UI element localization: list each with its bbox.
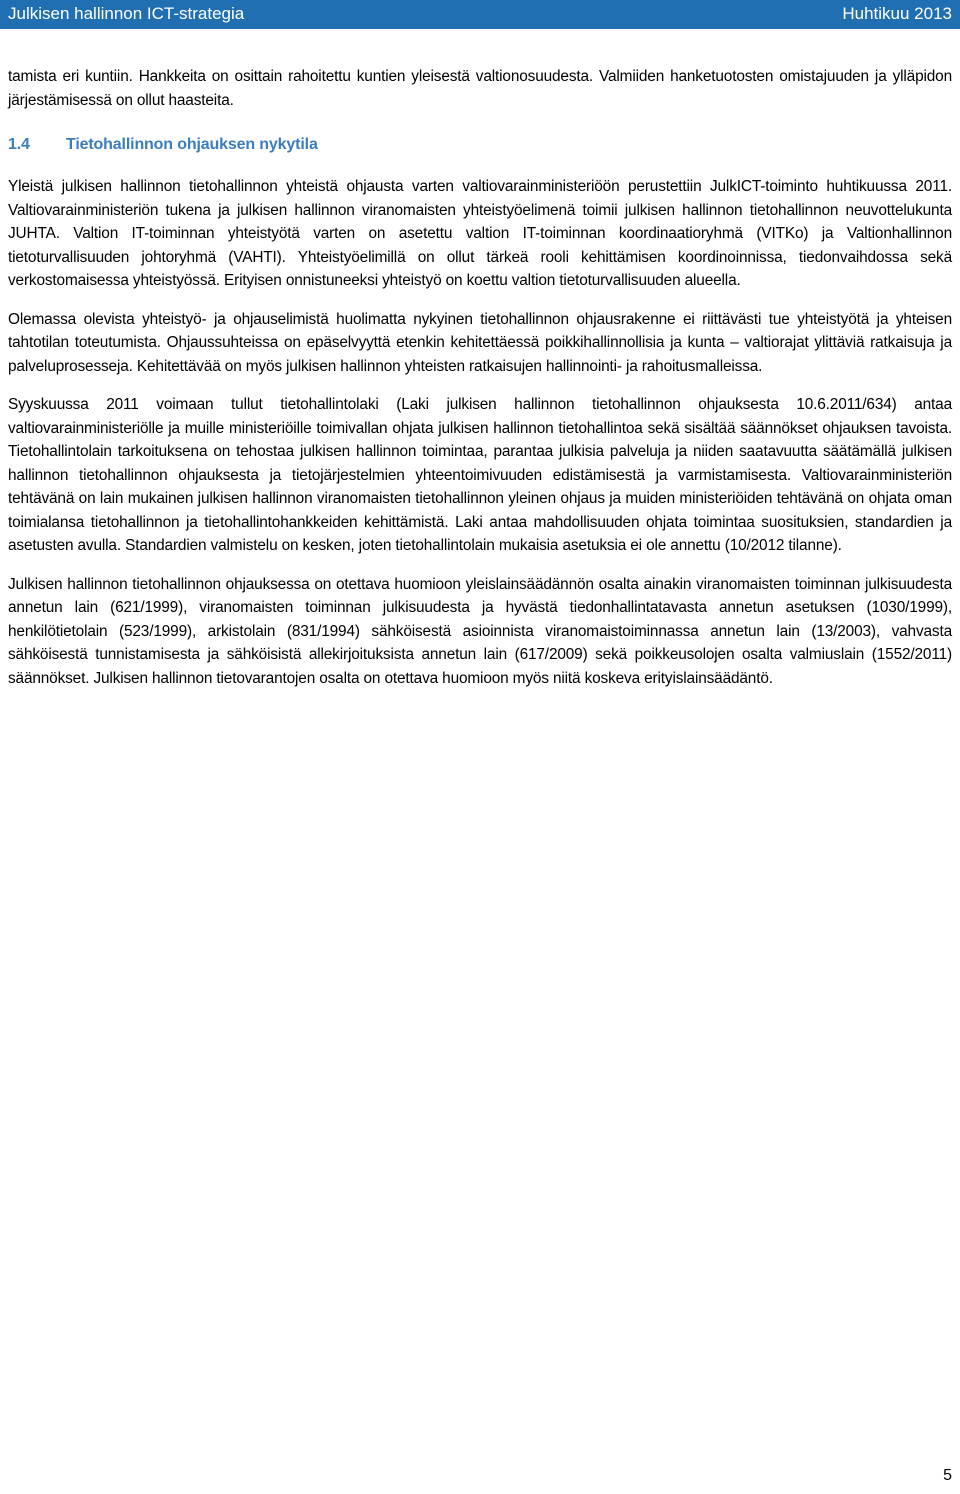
paragraph-governance-bodies: Yleistä julkisen hallinnon tietohallinnon yhteistä ohjausta varten valtiovarainministeriöön perustettiin JulkICT-toiminto huhtikuussa 2011. Valtiovarainministeriön tukena ja julkisen hallinnon viranomaisten yhteistyöelimenä toimii julkisen hallinnon tietohallinnon neuvottelukunta JUHTA. Valtion IT-toiminnan yhteistyötä varten on asetettu valtion IT-toiminnan koordinaatioryhmä (VITKo) ja Valtionhallinnon tietoturvallisuuden johtoryhmä (VAHTI). Yhteistyöelimillä on ollut tärkeä rooli kehittämisen koordinoinnissa, tiedonvaihdossa sekä verkostomaisessa yhteistyössä. Erityisen onnistuneeksi yhteistyö on koettu valtion tietoturvallisuuden alueella.	[8, 178, 952, 289]
document-date: Huhtikuu 2013	[842, 4, 952, 23]
paragraph-general-legislation: Julkisen hallinnon tietohallinnon ohjauksessa on otettava huomioon yleislainsäädännön osalta ainakin viranomaisten toiminnan julkisuudesta annetun lain (621/1999), viranomaisten toiminnan julkisuudesta ja hyvästä tiedonhallintatavasta annetun asetuksen (1030/1999), henkilötietolain (523/1999), arkistolain (831/1994) sähköisestä asioinnista viranomaistoiminnassa annetun lain (13/2003), vahvasta sähköisestä tunnistamisesta ja sähköisistä allekirjoituksista annetun lain (617/2009) sekä poikkeusolojen osalta valmiuslain (1552/2011) säännökset. Julkisen hallinnon tietovarantojen osalta on otettava huomioon myös niitä koskeva erityislainsäädäntö.	[8, 575, 952, 687]
section-heading	[8, 134, 952, 156]
page-number: 5	[943, 1467, 952, 1484]
page-header	[0, 0, 960, 29]
section-number: 1.4	[8, 136, 30, 153]
paragraph-governance-structure: Olemassa olevista yhteistyö- ja ohjauselimistä huolimatta nykyinen tietohallinnon ohjausrakenne ei riittävästi tue yhteistyötä ja yhteisen tahtotilan toteutumista. Ohjaussuhteissa on epäselvyyttä etenkin kehitettäessä poikkihallinnollisia ja kunta – valtiorajat ylittäviä ratkaisuja ja palveluprosesseja. Kehitettävää on myös julkisen hallinnon yhteisten ratkaisujen hallinnointi- ja rahoitusmalleissa.	[8, 310, 952, 375]
paragraph-it-administration-act: Syyskuussa 2011 voimaan tullut tietohallintolaki (Laki julkisen hallinnon tietohallinnon ohjauksesta 10.6.2011/634) antaa valtiovarainministeriölle ja muille ministeriöille toimivallan ohjata julkisen hallinnon tietohallintoa sekä sisältää säännökset ohjauksen tavoista. Tietohallintolain tarkoituksena on tehostaa julkisen hallinnon toimintaa, parantaa julkisia palveluja ja niiden saatavuutta säätämällä julkisen hallinnon tietohallinnon ohjauksesta ja tietojärjestelmien yhteentoimivuuden edistämisestä ja varmistamisesta. Valtiovarainministeriön tehtävänä on lain mukainen julkisen hallinnon viranomaisten tietohallinnon yleinen ohjaus ja muiden ministeriöiden tehtävänä on ohjata oman toimialansa tietohallinnon ja tietohallintohankkeiden kehittämistä. Laki antaa mahdollisuuden ohjata toimintaa suosituksien, standardien ja asetusten avulla. Standardien valmistelu on kesken, joten tietohallintolain mukaisia asetuksia ei ole annettu (10/2012 tilanne).	[8, 396, 952, 554]
section-title: Tietohallinnon ohjauksen nykytila	[66, 136, 318, 153]
document-body	[8, 65, 952, 705]
document-title: Julkisen hallinnon ICT-strategia	[8, 4, 245, 23]
intro-paragraph: tamista eri kuntiin. Hankkeita on osittain rahoitettu kuntien yleisestä valtionosuudesta. Valmiiden hanketuotosten omistajuuden ja ylläpidon järjestämisessä on ollut haasteita.	[8, 68, 952, 109]
